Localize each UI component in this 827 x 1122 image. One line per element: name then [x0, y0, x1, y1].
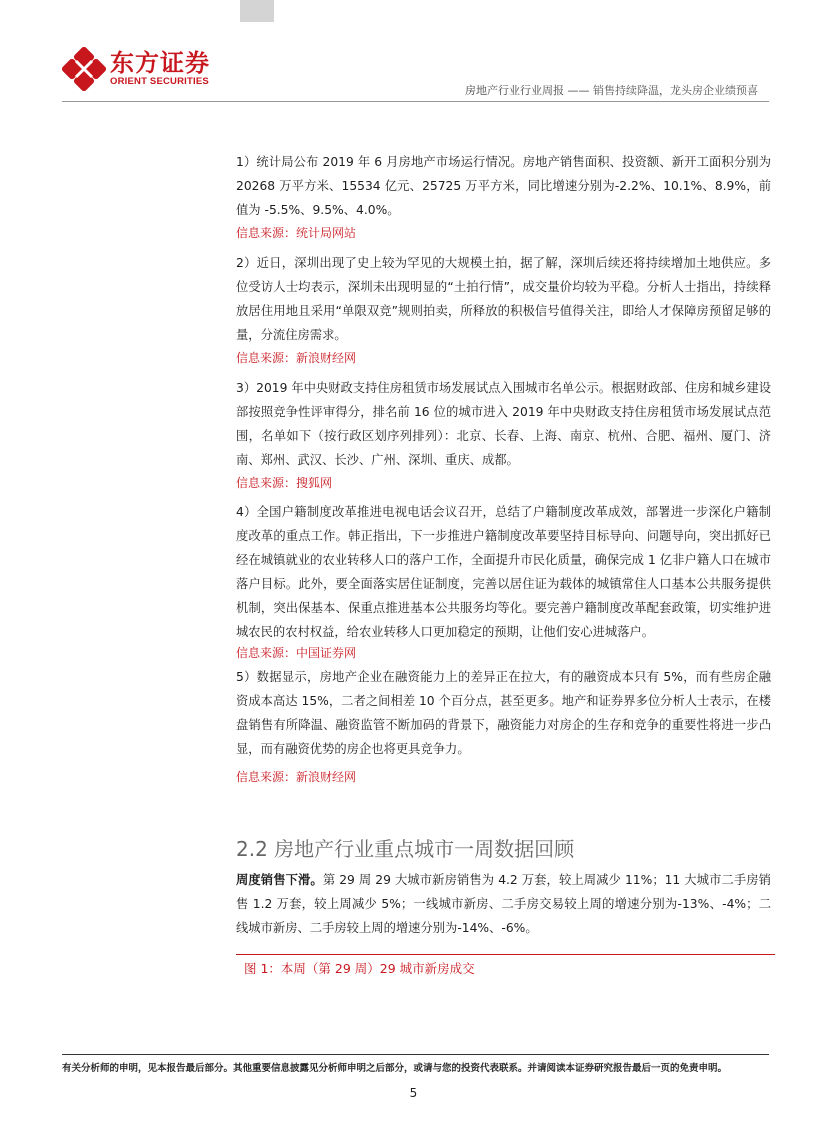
figure-divider	[236, 954, 775, 955]
news-source-3: 信息来源：搜狐网	[236, 476, 333, 490]
report-header	[465, 82, 758, 98]
logo-english-name: ORIENT SECURITIES	[110, 76, 209, 87]
news-item-1: 1）统计局公布 2019 年 6 月房地产市场运行情况。房地产销售面积、投资额、新开工面积分别为 20268 万平方米、15534 亿元、25725 万平方米，同比增速分别为-2.2%、10.1%、8.9%，前值为 -5.5%、9.5%、4.0%。	[236, 155, 771, 217]
report-subtitle: 销售持续降温，龙头房企业绩预喜	[593, 84, 758, 97]
section-lead-paragraph	[236, 868, 771, 940]
news-source-2: 信息来源：新浪财经网	[236, 351, 357, 365]
page-number: 5	[409, 1086, 418, 1100]
header-separator: ——	[564, 84, 593, 97]
news-item-3: 3）2019 年中央财政支持住房租赁市场发展试点入围城市名单公示。根据财政部、住房和城乡建设部按照竞争性评审得分，排名前 16 位的城市进入 2019 年中央财政支持住房租赁市场发展试点范围，名单如下（按行政区划序列排列）：北京、长春、上海、南京、杭州、合肥、福州、厦门、济南、郑州、武汉、长沙、广州、深圳、重庆、成都。	[236, 381, 771, 467]
section-lead-bold: 周度销售下滑。	[236, 873, 323, 887]
news-item-5: 5）数据显示，房地产企业在融资能力上的差异正在拉大，有的融资成本只有 5%，而有些房企融资成本高达 15%，二者之间相差 10 个百分点，甚至更多。地产和证券界多位分析人士表示，在楼盘销售有所降温、融资监管不断加码的背景下，融资能力对房企的生存和竞争的重要性将进一步凸显，而有融资优势的房企也将更具竞争力。	[236, 670, 771, 756]
figure-caption: 图 1：本周（第 29 周）29 城市新房成交	[244, 961, 475, 976]
news-source-1: 信息来源：统计局网站	[236, 226, 357, 240]
news-item-2: 2）近日，深圳出现了史上较为罕见的大规模土拍，据了解，深圳后续还将持续增加土地供应。多位受访人士均表示，深圳未出现明显的“土拍行情”，成交量价均较为平稳。分析人士指出，持续释放居住用地且采用“单限双竞”规则拍卖，所释放的积极信号值得关注，即给人才保障房预留足够的量，分流住房需求。	[236, 256, 771, 342]
company-logo	[62, 47, 210, 91]
section-title: 2.2 房地产行业重点城市一周数据回顾	[236, 837, 575, 861]
orient-securities-logo-icon	[62, 47, 106, 91]
logo-chinese-name: 东方证券	[110, 49, 210, 77]
corner-decoration	[240, 0, 274, 22]
news-source-5: 信息来源：新浪财经网	[236, 770, 357, 784]
report-title: 房地产行业行业周报	[465, 84, 564, 97]
news-source-4: 信息来源：中国证券网	[236, 646, 357, 660]
footer-divider	[62, 1054, 769, 1055]
news-item-4: 4）全国户籍制度改革推进电视电话会议召开，总结了户籍制度改革成效，部署进一步深化户籍制度改革的重点工作。韩正指出，下一步推进户籍制度改革要坚持目标导向、问题导向，突出抓好已经在城镇就业的农业转移人口的落户工作，全面提升市民化质量，确保完成 1 亿非户籍人口在城市落户目标。此外，要全面落实居住证制度，完善以居住证为载体的城镇常住人口基本公共服务提供机制，突出保基本、保重点推进基本公共服务均等化。要完善户籍制度改革配套政策，切实维护进城农民的农村权益，给农业转移人口更加稳定的预期，让他们安心进城落户。	[236, 505, 771, 639]
header-divider	[62, 101, 769, 102]
footer-disclaimer: 有关分析师的申明，见本报告最后部分。其他重要信息披露见分析师申明之后部分，或请与您的投资代表联系。并请阅读本证券研究报告最后一页的免责申明。	[62, 1063, 728, 1074]
section-lead-text: 第 29 周 29 大城市新房销售为 4.2 万套，较上周减少 11%；11 大城市二手房销售 1.2 万套，较上周减少 5%；一线城市新房、二手房交易较上周的增速分别为-13%、-4%；二线城市新房、二手房较上周的增速分别为-14%、-6%。	[236, 873, 771, 935]
